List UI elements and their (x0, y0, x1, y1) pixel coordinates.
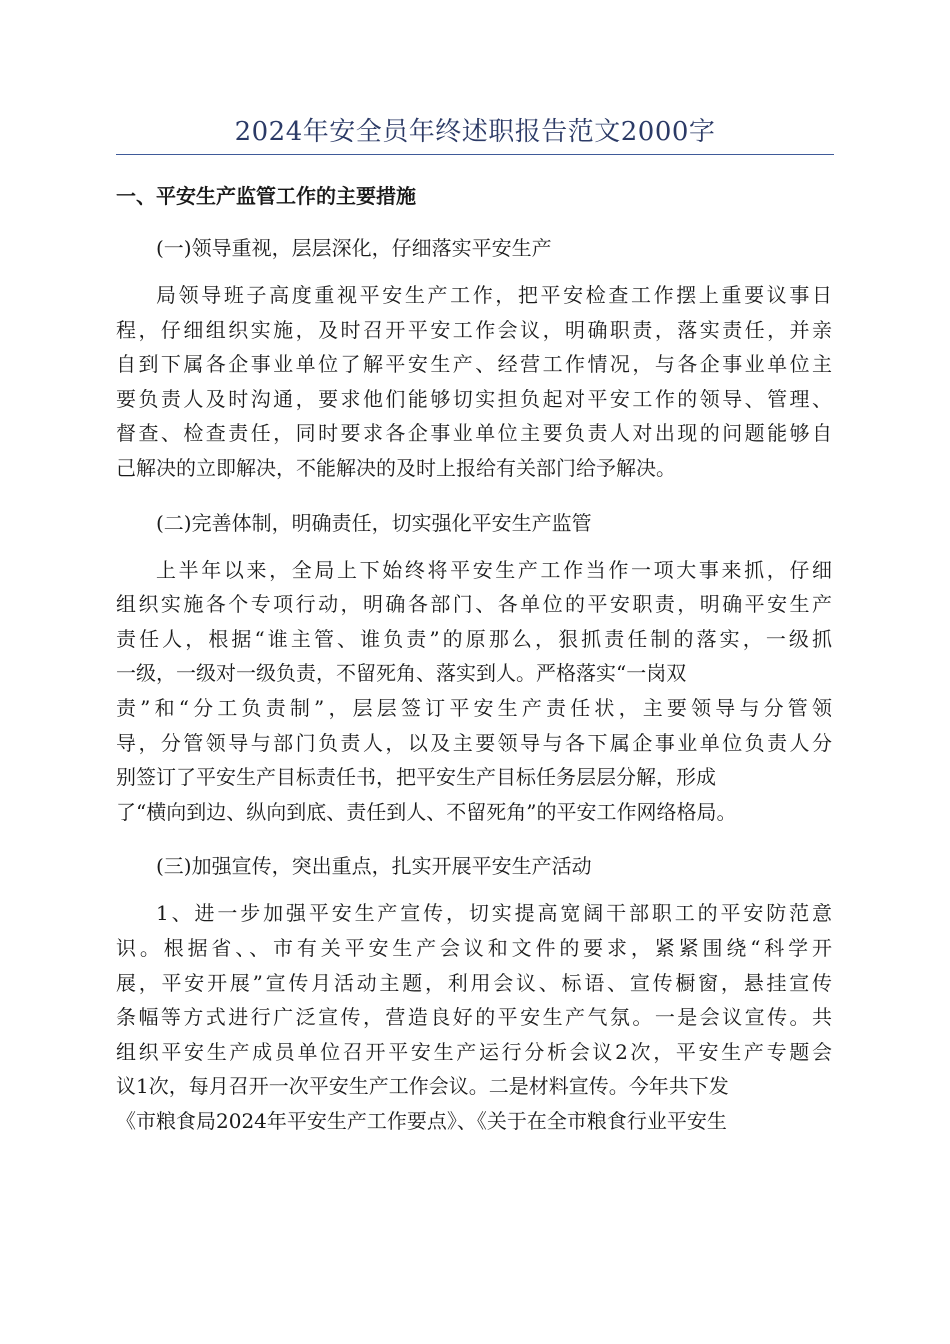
paragraph-line: 己解决的立即解决，不能解决的及时上报给有关部门给予解决。 (116, 455, 676, 480)
paragraph-line: 要负责人及时沟通，要求他们能够切实担负起对平安工作的领导、管理、 (116, 386, 832, 411)
paragraph-line: 督查、检查责任，同时要求各企事业单位主要负责人对出现的问题能够自 (116, 421, 832, 446)
subsection-heading-3: (三)加强宣传，突出重点，扎实开展平安生产活动 (156, 854, 592, 879)
paragraph-line: 程，仔细组织实施，及时召开平安工作会议，明确职责，落实责任，并亲 (116, 317, 832, 342)
paragraph-line: 了“横向到边、纵向到底、责任到人、不留死角”的平安工作网络格局。 (116, 799, 737, 824)
subsection-heading-1: (一)领导重视，层层深化，仔细落实平安生产 (156, 236, 552, 260)
paragraph-line: 上半年以来，全局上下始终将平安生产工作当作一项大事来抓，仔细 (156, 557, 832, 582)
paragraph-2 (116, 553, 832, 830)
paragraph-line: 组织实施各个专项行动，明确各部门、各单位的平安职责，明确平安生产 (116, 592, 832, 617)
section-heading: 一、平安生产监管工作的主要措施 (116, 184, 416, 208)
paragraph-1 (116, 278, 832, 486)
paragraph-line: 议1次，每月召开一次平安生产工作会议。二是材料宣传。今年共下发 (116, 1074, 729, 1099)
document-title: 2024年安全员年终述职报告范文2000字 (234, 117, 716, 147)
paragraph-line: 条幅等方式进行广泛宣传，营造良好的平安生产气氛。一是会议宣传。共 (116, 1005, 832, 1030)
title-underline (116, 154, 834, 155)
paragraph-line: 责”和“分工负责制”，层层签订平安生产责任状，主要领导与分管领 (116, 695, 832, 720)
paragraph-line: 自到下属各企事业单位了解平安生产、经营工作情况，与各企事业单位主 (116, 352, 832, 377)
paragraph-line: 别签订了平安生产目标责任书，把平安生产目标任务层层分解，形成 (116, 765, 716, 790)
paragraph-line: 组织平安生产成员单位召开平安生产运行分析会议2次，平安生产专题会 (116, 1039, 832, 1064)
subsection-heading-2: (二)完善体制，明确责任，切实强化平安生产监管 (156, 510, 592, 535)
paragraph-line: 识。根据省、、市有关平安生产会议和文件的要求，紧紧围绕“科学开 (116, 935, 832, 960)
paragraph-line: 展，平安开展”宣传月活动主题，利用会议、标语、宣传橱窗，悬挂宣传 (116, 970, 832, 995)
document-body (116, 174, 832, 1153)
paragraph-line: 责任人，根据“谁主管、谁负责”的原那么，狠抓责任制的落实，一级抓 (116, 626, 832, 651)
paragraph-line: 一级，一级对一级负责，不留死角、落实到人。严格落实“一岗双 (116, 661, 687, 686)
paragraph-line: 1、进一步加强平安生产宣传，切实提高宽阔干部职工的平安防范意 (156, 901, 832, 926)
paragraph-line: 局领导班子高度重视平安生产工作，把平安检查工作摆上重要议事日 (156, 283, 832, 307)
paragraph-3 (116, 896, 832, 1138)
paragraph-line: 导，分管领导与部门负责人，以及主要领导与各下属企事业单位负责人分 (116, 730, 832, 755)
paragraph-line: 《市粮食局2024年平安生产工作要点》、《关于在全市粮食行业平安生 (116, 1108, 727, 1133)
